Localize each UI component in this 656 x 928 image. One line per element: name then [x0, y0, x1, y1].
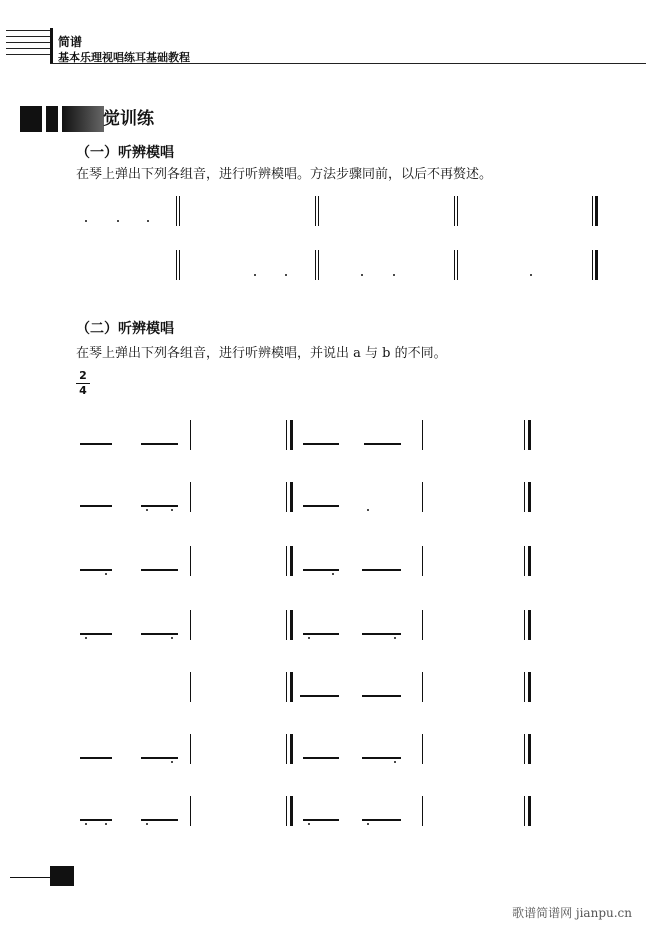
octave-dot — [394, 761, 396, 763]
octave-dot — [394, 637, 396, 639]
barline — [190, 482, 191, 512]
barline — [179, 250, 180, 280]
double-barline — [290, 796, 293, 826]
octave-dot — [308, 823, 310, 825]
eighth-beam — [141, 505, 178, 507]
double-barline — [290, 546, 293, 576]
eighth-beam — [141, 819, 178, 821]
part1-title: （一）听辨模唱 — [76, 145, 174, 161]
time-signature — [76, 370, 90, 397]
part2-instruction: 在琴上弹出下列各组音，进行听辨模唱，并说出 a 与 b 的不同。 — [76, 346, 447, 361]
barline — [286, 672, 287, 702]
eighth-beam — [80, 633, 112, 635]
barline — [457, 250, 458, 280]
double-barline — [290, 610, 293, 640]
eighth-beam — [362, 633, 401, 635]
eighth-beam — [303, 757, 339, 759]
eighth-beam — [303, 569, 339, 571]
final-barline — [528, 482, 531, 512]
barline — [190, 734, 191, 764]
barline — [422, 482, 423, 512]
octave-dot — [530, 274, 532, 276]
barline — [315, 196, 316, 226]
octave-dot — [171, 761, 173, 763]
barline — [176, 196, 177, 226]
octave-dot — [361, 274, 363, 276]
barline — [524, 546, 525, 576]
double-barline — [290, 734, 293, 764]
eighth-beam — [303, 819, 339, 821]
barline — [190, 672, 191, 702]
barline — [286, 734, 287, 764]
eighth-beam — [141, 569, 178, 571]
final-barline — [595, 250, 598, 280]
double-barline — [290, 482, 293, 512]
eighth-beam — [300, 695, 339, 697]
octave-dot — [146, 823, 148, 825]
eighth-beam — [364, 443, 401, 445]
octave-dot — [285, 274, 287, 276]
octave-dot — [147, 220, 149, 222]
octave-dot — [105, 573, 107, 575]
barline — [318, 196, 319, 226]
barline — [454, 250, 455, 280]
octave-dot — [85, 823, 87, 825]
barline — [179, 196, 180, 226]
octave-dot — [171, 509, 173, 511]
final-barline — [528, 610, 531, 640]
barline — [524, 734, 525, 764]
double-barline — [290, 420, 293, 450]
barline — [176, 250, 177, 280]
eighth-beam — [80, 569, 112, 571]
barline — [422, 420, 423, 450]
double-barline — [290, 672, 293, 702]
eighth-beam — [362, 819, 401, 821]
eighth-beam — [362, 757, 401, 759]
barline — [286, 482, 287, 512]
octave-dot — [332, 573, 334, 575]
section-title: 觉训练 — [103, 109, 154, 129]
eighth-beam — [303, 443, 339, 445]
watermark: 歌谱简谱网 jianpu.cn — [512, 906, 632, 920]
eighth-beam — [303, 633, 339, 635]
eighth-beam — [303, 505, 339, 507]
barline — [592, 250, 593, 280]
final-barline — [528, 420, 531, 450]
eighth-beam — [362, 569, 401, 571]
part1-instruction: 在琴上弹出下列各组音，进行听辨模唱。方法步骤同前，以后不再赘述。 — [76, 167, 493, 182]
barline — [190, 610, 191, 640]
octave-dot — [85, 637, 87, 639]
barline — [422, 546, 423, 576]
time-sig-top: 2 — [79, 369, 87, 382]
barline — [190, 420, 191, 450]
eighth-beam — [80, 505, 112, 507]
final-barline — [528, 734, 531, 764]
part2-title: （二）听辨模唱 — [76, 321, 174, 337]
barline — [286, 546, 287, 576]
barline — [286, 610, 287, 640]
barline — [524, 672, 525, 702]
header-book-label: 简谱 — [58, 35, 83, 49]
barline — [190, 546, 191, 576]
barline — [422, 672, 423, 702]
time-sig-bottom: 4 — [79, 384, 87, 397]
octave-dot — [146, 509, 148, 511]
barline — [422, 610, 423, 640]
final-barline — [528, 546, 531, 576]
barline — [524, 482, 525, 512]
eighth-beam — [80, 819, 112, 821]
octave-dot — [393, 274, 395, 276]
barline — [315, 250, 316, 280]
final-barline — [595, 196, 598, 226]
barline — [524, 610, 525, 640]
eighth-beam — [141, 633, 178, 635]
octave-dot — [367, 823, 369, 825]
octave-dot — [367, 509, 369, 511]
eighth-beam — [141, 443, 178, 445]
octave-dot — [117, 220, 119, 222]
barline — [286, 420, 287, 450]
eighth-beam — [80, 443, 112, 445]
eighth-beam — [141, 757, 178, 759]
barline — [592, 196, 593, 226]
octave-dot — [171, 637, 173, 639]
barline — [190, 796, 191, 826]
octave-dot — [85, 220, 87, 222]
eighth-beam — [80, 757, 112, 759]
final-barline — [528, 672, 531, 702]
barline — [318, 250, 319, 280]
barline — [454, 196, 455, 226]
barline — [524, 796, 525, 826]
barline — [457, 196, 458, 226]
octave-dot — [254, 274, 256, 276]
final-barline — [528, 796, 531, 826]
barline — [422, 796, 423, 826]
barline — [286, 796, 287, 826]
eighth-beam — [362, 695, 401, 697]
barline — [524, 420, 525, 450]
octave-dot — [308, 637, 310, 639]
header-book-title: 基本乐理视唱练耳基础教程 — [58, 51, 190, 64]
octave-dot — [105, 823, 107, 825]
barline — [422, 734, 423, 764]
